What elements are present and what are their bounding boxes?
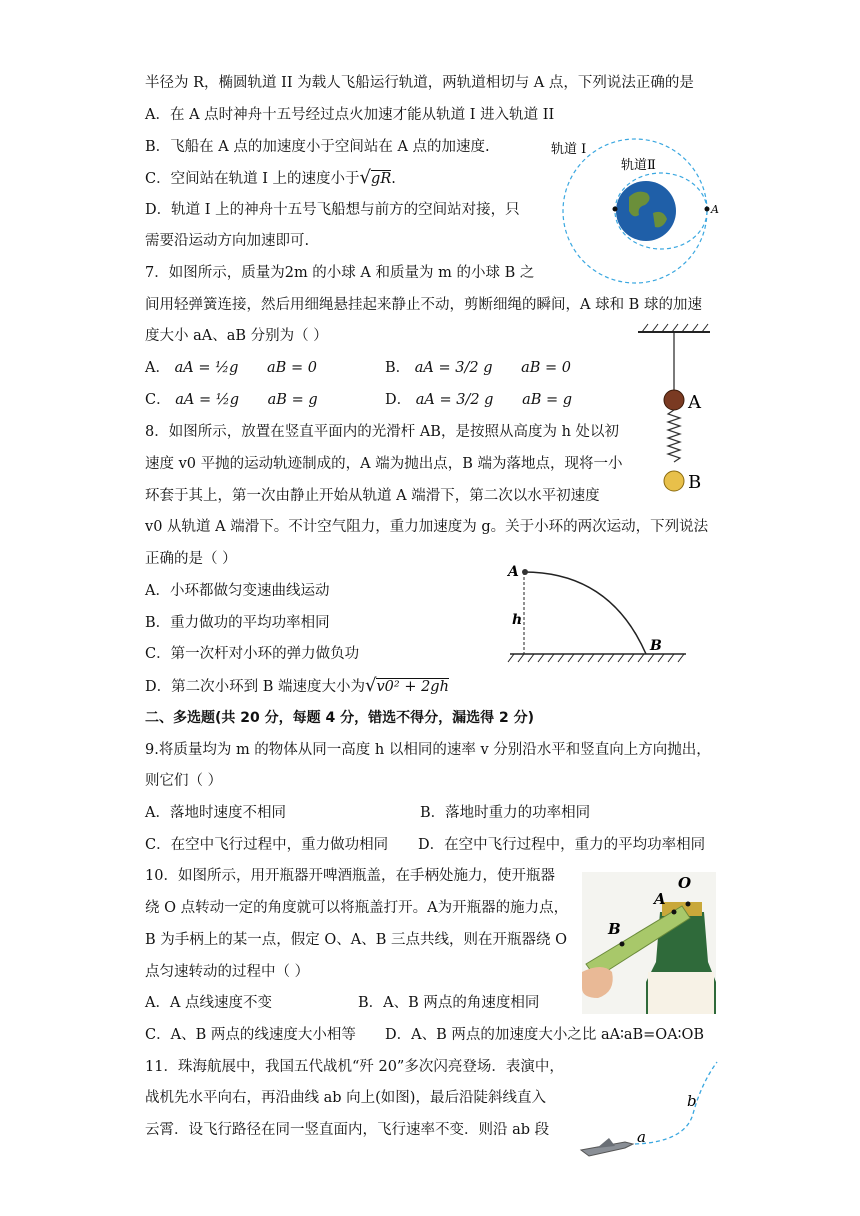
q11-stem-3: 云霄．设飞行路径在同一竖直面内，飞行速率不变．则沿 ab 段 xyxy=(145,1122,550,1138)
orbit-label-a: A xyxy=(711,203,719,216)
q8-option-c: C．第一次杆对小环的弹力做负功 xyxy=(145,646,360,662)
q8-stem-4: v0 从轨道 A 端滑下。不计空气阻力，重力加速度为 g。关于小环的两次运动，下列说法 xyxy=(145,519,709,535)
q11-stem-2: 战机先水平向右，再沿曲线 ab 向上(如图)，最后沿陡斜线直入 xyxy=(145,1090,546,1106)
q9-stem-2: 则它们（ ） xyxy=(145,773,223,789)
ring xyxy=(522,569,528,575)
q11-stem: 11．珠海航展中，我国五代战机“歼 20”多次闪亮登场．表演中， xyxy=(145,1059,564,1075)
q6-option-d: D．轨道 I 上的神舟十五号飞船想与前方的空间站对接，只 xyxy=(145,202,520,218)
q7-option-d-aB: aB = g xyxy=(522,392,573,408)
orbit-point-a xyxy=(705,207,710,212)
bottle-opener-figure xyxy=(582,872,716,1014)
q10-option-c: C．A、B 两点的线速度大小相等 xyxy=(145,1027,356,1043)
orbit-label-1: 轨道 I xyxy=(551,142,587,157)
rod-curve xyxy=(524,572,646,654)
opener-label-b: B xyxy=(608,920,621,938)
q6-option-d-cont: 需要沿运动方向加速即可. xyxy=(145,233,310,249)
q7-option-a-label: A． xyxy=(145,360,170,376)
bottle-label xyxy=(648,972,714,1014)
orbit-label-2: 轨道Ⅱ xyxy=(621,158,656,173)
section-heading: 二、多选题(共 20 分，每题 4 分，错选不得分，漏选得 2 分) xyxy=(145,710,535,726)
q6-option-c-formula: gR xyxy=(371,171,392,187)
opener-label-o: O xyxy=(678,874,692,892)
q8-stem-3: 环套于其上，第一次由静止开始从轨道 A 端滑下，第二次以水平初速度 xyxy=(145,488,600,504)
q7-stem-3: 度大小 aA、aB 分别为（ ） xyxy=(145,328,328,344)
point-a-dot xyxy=(672,910,677,915)
q8-stem-2: 速度 v0 平抛的运动轨迹制成的，A 端为抛出点，B 端为落地点，现将一小 xyxy=(145,456,623,472)
q9-stem: 9.将质量均为 m 的物体从同一高度 h 以相同的速率 v 分别沿水平和竖直向上方向抛出， xyxy=(145,742,711,758)
q8-option-d xyxy=(145,676,449,697)
ball-b-label: B xyxy=(688,472,702,493)
ball-b xyxy=(664,471,684,491)
q8-option-d-text: D．第二次小环到 B 端速度大小为 xyxy=(145,679,365,695)
q7-option-b-aB: aB = 0 xyxy=(521,360,571,376)
q7-option-a-aB: aB = 0 xyxy=(267,360,317,376)
q10-option-b: B．A、B 两点的角速度相同 xyxy=(358,995,540,1011)
spring-figure xyxy=(630,322,720,497)
q8-option-d-formula: v0² + 2gh xyxy=(376,679,449,695)
q9-option-d: D．在空中飞行过程中，重力的平均功率相同 xyxy=(418,837,706,853)
rod-figure xyxy=(500,558,690,668)
orbit-figure xyxy=(545,135,725,290)
opener-label-a: A xyxy=(654,890,666,908)
q7-option-c-label: C． xyxy=(145,392,171,408)
earth-icon xyxy=(616,181,676,241)
q10-stem-3: B 为手柄上的某一点，假定 O、A、B 三点共线，则在开瓶器绕 O xyxy=(145,932,567,948)
q6-option-b: B．飞船在 A 点的加速度小于空间站在 A 点的加速度. xyxy=(145,139,490,155)
q9-option-b: B．落地时重力的功率相同 xyxy=(420,805,591,821)
jet-figure xyxy=(575,1058,725,1162)
ceiling-hatch xyxy=(642,324,708,332)
q7-option-a-aA: aA = ½g xyxy=(174,360,239,376)
q7-option-d xyxy=(385,390,572,410)
q7-option-c-aA: aA = ½g xyxy=(175,392,240,408)
q7-option-d-label: D． xyxy=(385,392,412,408)
q6-option-c-text: C．空间站在轨道 I 上的速度小于 xyxy=(145,171,360,187)
q10-option-d: D．A、B 两点的加速度大小之比 aA∶aB=OA∶OB xyxy=(385,1027,704,1043)
q7-option-c xyxy=(145,390,318,410)
jet-label-b: b xyxy=(687,1092,697,1110)
q10-stem: 10．如图所示，用开瓶器开啤酒瓶盖，在手柄处施力，使开瓶器 xyxy=(145,868,555,884)
q6-stem-end: 半径为 R，椭圆轨道 II 为载人飞船运行轨道，两轨道相切与 A 点，下列说法正确的是 xyxy=(145,75,694,91)
jet-label-a: a xyxy=(637,1128,646,1146)
q10-stem-4: 点匀速转动的过程中（ ） xyxy=(145,964,310,980)
ball-a-label: A xyxy=(688,392,701,413)
q9-option-c: C．在空中飞行过程中，重力做功相同 xyxy=(145,837,389,853)
q7-option-a xyxy=(145,358,317,378)
rod-label-a: A xyxy=(508,564,519,580)
q7-stem-2: 间用轻弹簧连接，然后用细绳悬挂起来静止不动，剪断细绳的瞬间，A 球和 B 球的加速 xyxy=(145,297,702,313)
q10-stem-2: 绕 O 点转动一定的角度就可以将瓶盖打开。A为开瓶器的施力点， xyxy=(145,900,569,916)
point-o-dot xyxy=(686,902,691,907)
q7-option-b-label: B． xyxy=(385,360,411,376)
sqrt-sign: √ xyxy=(359,167,372,188)
ball-a xyxy=(664,390,684,410)
orbit-point-left xyxy=(613,207,618,212)
q7-option-b-aA: aA = 3/2 g xyxy=(414,360,493,376)
rod-label-h: h xyxy=(512,612,523,628)
rod-label-b: B xyxy=(650,638,662,654)
q9-option-a: A．落地时速度不相同 xyxy=(145,805,286,821)
flight-path xyxy=(635,1062,717,1144)
q6-option-c xyxy=(145,168,396,189)
sqrt-sign: √ xyxy=(365,675,377,696)
q8-option-b: B．重力做功的平均功率相同 xyxy=(145,615,330,631)
q8-stem: 8．如图所示，放置在竖直平面内的光滑杆 AB，是按照从高度为 h 处以初 xyxy=(145,424,620,440)
spring xyxy=(668,410,680,462)
ground-hatch xyxy=(508,654,684,662)
q7-stem: 7．如图所示，质量为2m 的小球 A 和质量为 m 的小球 B 之 xyxy=(145,265,535,281)
q8-option-a: A．小环都做匀变速曲线运动 xyxy=(145,583,330,599)
q10-option-a: A．A 点线速度不变 xyxy=(145,995,273,1011)
q7-option-c-aB: aB = g xyxy=(267,392,318,408)
q6-option-c-end: . xyxy=(391,171,396,187)
q6-option-a: A．在 A 点时神舟十五号经过点火加速才能从轨道 I 进入轨道 II xyxy=(145,107,555,123)
q8-stem-5: 正确的是（ ） xyxy=(145,551,237,567)
q7-option-b xyxy=(385,358,571,378)
q7-option-d-aA: aA = 3/2 g xyxy=(415,392,494,408)
point-b-dot xyxy=(620,942,625,947)
